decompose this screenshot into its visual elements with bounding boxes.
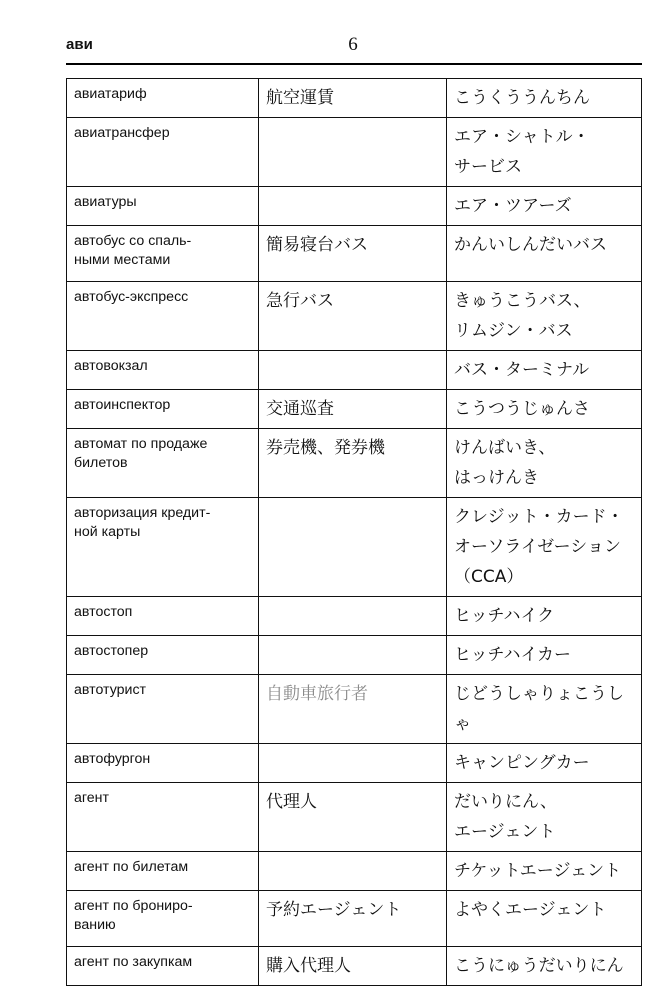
japanese-kanji (259, 852, 447, 891)
russian-term: автофургон (67, 744, 259, 783)
dictionary-body (67, 79, 642, 986)
japanese-kana: こうにゅうだいりにん (447, 947, 642, 986)
japanese-kana: エア・ツアーズ (447, 187, 642, 226)
japanese-kanji: 予約エージェント (259, 891, 447, 947)
table-row (67, 429, 642, 498)
russian-term: авиатариф (67, 79, 259, 118)
japanese-kanji (259, 187, 447, 226)
japanese-kanji (259, 118, 447, 187)
japanese-kana: ヒッチハイカー (447, 636, 642, 675)
russian-term: автостопер (67, 636, 259, 675)
russian-term: автобус-экспресс (67, 282, 259, 351)
japanese-kana: ヒッチハイク (447, 597, 642, 636)
table-row (67, 744, 642, 783)
japanese-kanji: 購入代理人 (259, 947, 447, 986)
japanese-kanji (259, 744, 447, 783)
japanese-kana: クレジット・カード・ オーソライゼーション （CCA） (447, 498, 642, 597)
table-row (67, 891, 642, 947)
russian-term: агент (67, 783, 259, 852)
russian-term: авторизация кредит- ной карты (67, 498, 259, 597)
page-header (66, 30, 640, 60)
russian-term: автобус со спаль- ными местами (67, 226, 259, 282)
table-row (67, 226, 642, 282)
page-number: 6 (348, 34, 358, 55)
japanese-kanji: 自動車旅行者 (259, 675, 447, 744)
table-row (67, 947, 642, 986)
russian-term: авиатуры (67, 187, 259, 226)
japanese-kanji: 代理人 (259, 783, 447, 852)
table-row (67, 390, 642, 429)
table-row (67, 636, 642, 675)
table-row (67, 597, 642, 636)
header-rule (66, 63, 642, 65)
table-row (67, 79, 642, 118)
japanese-kanji: 急行バス (259, 282, 447, 351)
russian-term: автоинспектор (67, 390, 259, 429)
japanese-kanji: 券売機、発券機 (259, 429, 447, 498)
russian-term: автомат по продаже билетов (67, 429, 259, 498)
japanese-kana: よやくエージェント (447, 891, 642, 947)
table-row (67, 852, 642, 891)
japanese-kanji: 簡易寝台バス (259, 226, 447, 282)
japanese-kanji (259, 498, 447, 597)
japanese-kanji: 交通巡査 (259, 390, 447, 429)
table-row (67, 351, 642, 390)
dictionary-table (66, 78, 642, 986)
japanese-kana: チケットエージェント (447, 852, 642, 891)
russian-term: агент по брониро- ванию (67, 891, 259, 947)
table-row (67, 675, 642, 744)
japanese-kanji: 航空運賃 (259, 79, 447, 118)
russian-term: автовокзал (67, 351, 259, 390)
japanese-kana: エア・シャトル・ サービス (447, 118, 642, 187)
japanese-kanji (259, 351, 447, 390)
japanese-kanji (259, 636, 447, 675)
table-row (67, 187, 642, 226)
japanese-kana: けんばいき、 はっけんき (447, 429, 642, 498)
japanese-kana: かんいしんだいバス (447, 226, 642, 282)
japanese-kana: じどうしゃりょこうしゃ (447, 675, 642, 744)
russian-term: автостоп (67, 597, 259, 636)
japanese-kana: だいりにん、 エージェント (447, 783, 642, 852)
table-row (67, 498, 642, 597)
russian-term: авиатрансфер (67, 118, 259, 187)
russian-term: автотурист (67, 675, 259, 744)
table-row (67, 783, 642, 852)
japanese-kana: こうつうじゅんさ (447, 390, 642, 429)
table-row (67, 282, 642, 351)
japanese-kanji (259, 597, 447, 636)
japanese-kana: バス・ターミナル (447, 351, 642, 390)
guide-word: ави (66, 36, 93, 53)
japanese-kana: キャンピングカー (447, 744, 642, 783)
russian-term: агент по закупкам (67, 947, 259, 986)
japanese-kana: きゅうこうバス、 リムジン・バス (447, 282, 642, 351)
russian-term: агент по билетам (67, 852, 259, 891)
japanese-kana: こうくううんちん (447, 79, 642, 118)
table-row (67, 118, 642, 187)
